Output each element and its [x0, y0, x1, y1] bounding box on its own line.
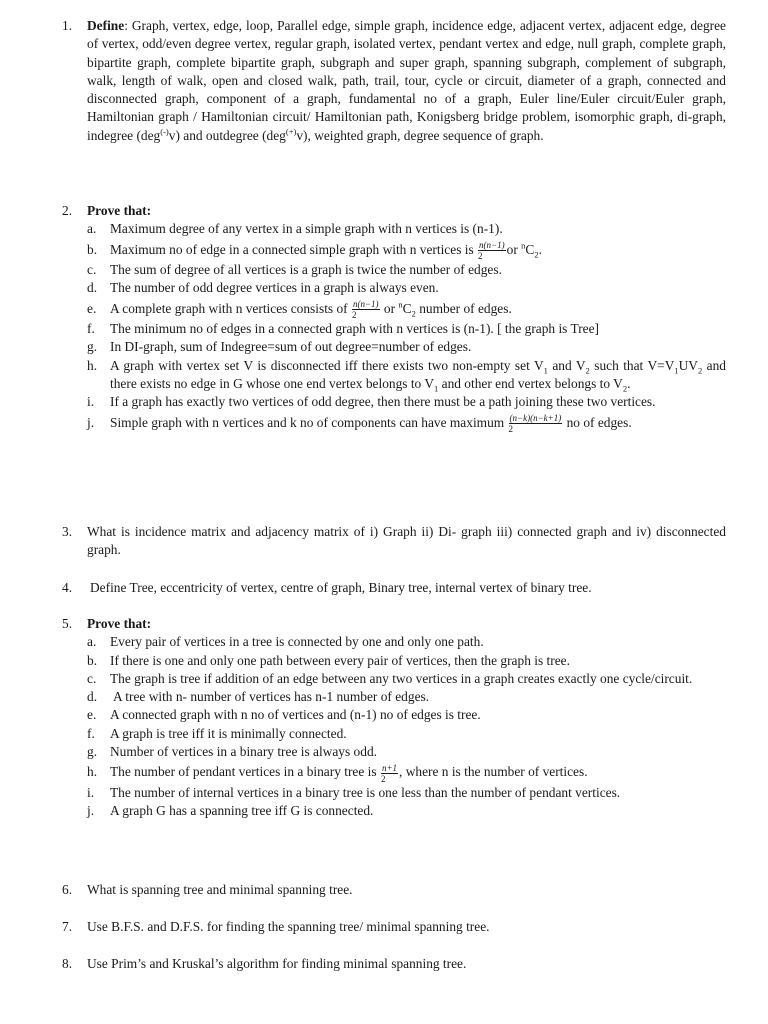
sub-item-g: g. Number of vertices in a binary tree is always odd.: [87, 744, 377, 760]
sub-item-a: a. Every pair of vertices in a tree is connected by one and only one path.: [87, 634, 484, 650]
sub-item-j: j. Simple graph with n vertices and k no of components can have maximum $\frac{(n-k)(n-k+1)}{2}$ no of edges.: [87, 412, 632, 434]
question-number: 1.: [62, 18, 73, 33]
question-number: 7.: [62, 919, 73, 934]
question-5: [62, 615, 726, 820]
sub-item-c: c. The graph is tree if addition of an edge between any two vertices in a graph creates exactly one cycle/circuit.: [87, 670, 693, 686]
question-1: [62, 17, 726, 145]
sub-item-d: d. The number of odd degree vertices in a graph is always even.: [87, 280, 439, 296]
fraction: $\frac{n+1}{2}$: [380, 762, 398, 784]
question-number: 3.: [62, 524, 73, 539]
question-7: [62, 918, 726, 936]
question-text: Define: Graph, vertex, edge, loop, Parallel edge, simple graph, incidence edge, adjacent vertex, adjacent edge, degree of vertex, odd/even degree vertex, regular graph, isolated vertex, pendant vertex and edge, null graph, complete graph, bipartite graph, complete bipartite graph, subgraph and super graph, spanning subgraph, complement of subgraph, walk, length of walk, open and closed walk, path, trail, tour, cycle or circuit, diameter of a graph, connected and disconnected graph, component of a graph, fundamental no of a graph, Euler line/Euler circuit/Euler graph, Hamiltonian graph / Hamiltonian circuit/ Hamiltonian path, Konigsberg bridge problem, isomorphic graph, di-graph, indegree (deg(-)v) and outdegree (deg(+)v), weighted graph, degree sequence of graph.: [87, 18, 726, 143]
fraction: $\frac{n(n-1)}{2}$: [351, 299, 379, 321]
question-text: Define Tree, eccentricity of vertex, centre of graph, Binary tree, internal vertex of binary tree.: [90, 580, 592, 595]
sub-item-c: c. The sum of degree of all vertices is a graph is twice the number of edges.: [87, 262, 502, 278]
sub-item-f: f. A graph is tree iff it is minimally connected.: [87, 725, 347, 741]
question-number: 5.: [62, 616, 73, 631]
sub-item-b: b. If there is one and only one path between every pair of vertices, then the graph is tree.: [87, 652, 570, 668]
sub-item-i: i. The number of internal vertices in a binary tree is one less than the number of pendant vertices.: [87, 784, 621, 800]
sub-item-d: d. A tree with n- number of vertices has n-1 number of edges.: [87, 689, 430, 705]
question-2: [62, 202, 726, 434]
question-text: What is incidence matrix and adjacency matrix of i) Graph ii) Di- graph iii) connected graph and iv) disconnected graph.: [87, 524, 726, 558]
sub-item-i: i. If a graph has exactly two vertices of odd degree, then there must be a path joining these two vertices.: [87, 394, 656, 410]
fraction: $\frac{(n-k)(n-k+1)}{2}$: [508, 412, 562, 434]
question-8: [62, 955, 726, 973]
sub-item-a: a. Maximum degree of any vertex in a simple graph with n vertices is (n-1).: [87, 221, 503, 237]
question-heading: Define: [87, 18, 125, 33]
question-6: [62, 881, 726, 899]
question-4: [62, 579, 726, 597]
question-text: Use B.F.S. and D.F.S. for finding the spanning tree/ minimal spanning tree.: [87, 919, 490, 934]
question-number: 8.: [62, 956, 73, 971]
question-body: [87, 202, 726, 434]
sub-item-f: f. The minimum no of edges in a connected graph with n vertices is (n-1). [ the graph is Tree]: [87, 321, 600, 337]
question-heading: Prove that:: [87, 616, 152, 631]
sub-item-e: e. A connected graph with n no of vertices and (n-1) no of edges is tree.: [87, 707, 481, 723]
sub-item-h: h. The number of pendant vertices in a binary tree is $\frac{n+1}{2}$ , where n is the number of vertices.: [87, 762, 588, 784]
question-heading: Prove that:: [87, 203, 152, 218]
question-body: [87, 615, 726, 820]
question-text: Use Prim’s and Kruskal’s algorithm for finding minimal spanning tree.: [87, 956, 467, 971]
question-number: 6.: [62, 882, 73, 897]
question-number: 2.: [62, 203, 73, 218]
question-3: [62, 523, 726, 560]
question-number: 4.: [62, 580, 73, 595]
fraction: $\frac{n(n-1)}{2}$: [478, 240, 505, 262]
sub-item-j: j. A graph G has a spanning tree iff G is connected.: [87, 803, 374, 819]
sub-item-g: g. In DI-graph, sum of Indegree=sum of out degree=number of edges.: [87, 339, 472, 355]
sub-item-b: b. Maximum no of edge in a connected simple graph with n vertices is $\frac{n(n-1)}{2}$ or $^nC_2$.: [87, 240, 542, 262]
sub-item-e: e. A complete graph with n vertices consists of $\frac{n(n-1)}{2}$ or $^nC_2$ number of edges.: [87, 299, 512, 321]
question-text: What is spanning tree and minimal spanning tree.: [87, 882, 353, 897]
sub-item-h: h. A graph with vertex set V is disconnected iff there exists two non-empty set $V_1$ and $V_2$ such that $V=V_1UV_2$ and there exists no edge in G whose one end vertex belongs to $V_1$ and other end vertex belongs to $V_2$.: [87, 357, 726, 394]
